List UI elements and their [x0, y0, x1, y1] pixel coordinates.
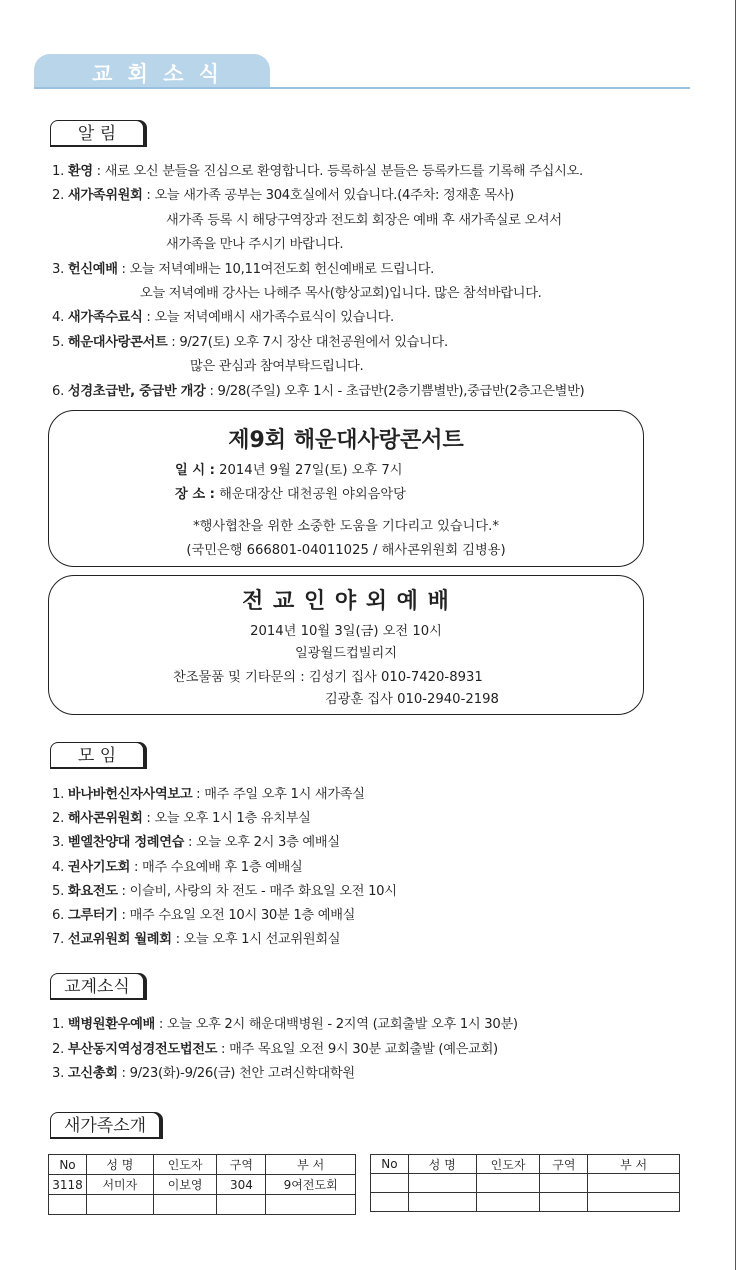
item-heading: 새가족수료식: [67, 310, 143, 326]
item-text: 많은 관심과 참여부탁드립니다.: [190, 359, 364, 375]
item-number: 6.: [52, 908, 68, 923]
item-heading: 헌신예배: [67, 261, 118, 277]
item-heading: 벧엘찬양대 정례연습: [67, 835, 185, 851]
concert-place: [175, 483, 406, 502]
item-text: : 오늘 오후 1시 1층 유치부실: [142, 811, 311, 827]
outdoor-place: 일광월드컵빌리지: [295, 646, 397, 661]
item-heading: 권사기도회: [67, 859, 131, 875]
item-number: 3.: [52, 835, 68, 851]
table-row: [49, 1175, 356, 1195]
table-cell: [408, 1174, 476, 1193]
item-heading: 그루터기: [67, 908, 118, 923]
list-item: [190, 355, 363, 374]
table-cell: [86, 1195, 153, 1215]
list-item: [52, 1038, 498, 1057]
list-item: [52, 856, 303, 875]
item-number: 5.: [52, 334, 68, 350]
table-cell: 서미자: [86, 1175, 153, 1195]
table-cell: [540, 1174, 588, 1193]
list-item: [52, 831, 340, 850]
table-cell: [540, 1193, 588, 1212]
item-text: : 이슬비, 사랑의 차 전도 - 매주 화요일 오전 10시: [117, 883, 397, 899]
item-text: : 오늘 새가족 공부는 304호실에서 있습니다.(4주차: 정재훈 목사): [142, 188, 514, 204]
newfamily-table-left: [48, 1154, 356, 1215]
item-text: : 오늘 오후 2시 3층 예배실: [184, 835, 340, 851]
item-text: : 9/23(화)-9/26(금) 천안 고려신학대학원: [117, 1066, 355, 1081]
item-heading: 해운대사랑콘서트: [67, 334, 168, 350]
table-cell: [371, 1174, 409, 1193]
item-number: 1.: [52, 164, 68, 179]
list-item: [52, 1013, 518, 1032]
column-header: 부 서: [266, 1155, 356, 1175]
item-text: : 매주 목요일 오전 9시 30분 교회출발 (예은교회): [217, 1041, 498, 1057]
column-header: 구역: [217, 1155, 266, 1175]
list-item: [52, 880, 397, 899]
section-title-underline: [50, 767, 145, 769]
list-item: [52, 331, 448, 350]
column-header: 인도자: [476, 1155, 540, 1174]
concert-date-label: 일 시 :: [175, 463, 215, 478]
item-number: 3.: [52, 1066, 68, 1081]
item-number: 2.: [52, 811, 68, 827]
column-header: No: [49, 1155, 87, 1175]
list-item: [52, 1062, 355, 1081]
item-number: 2.: [52, 1041, 68, 1057]
outdoor-contact-2: 김광훈 집사 010-2940-2198: [325, 692, 499, 707]
column-header: 구역: [540, 1155, 588, 1174]
item-text: 새가족을 만나 주시기 바랍니다.: [166, 237, 344, 253]
item-text: 새가족 등록 시 해당구역장과 전도회 회장은 예배 후 새가족실로 오셔서: [166, 212, 562, 228]
section-title-meetings: 모 임: [50, 742, 144, 769]
list-item: [166, 209, 562, 228]
item-number: 4.: [52, 859, 68, 875]
item-heading: 화요전도: [67, 883, 118, 899]
concert-place-label: 장 소 :: [175, 487, 215, 502]
item-number: 6.: [52, 383, 68, 399]
item-heading: 환영: [67, 164, 93, 179]
item-text: : 9/27(토) 오후 7시 장산 대천공원에서 있습니다.: [167, 334, 448, 350]
outdoor-date: 2014년 10월 3일(금) 오전 10시: [250, 624, 442, 639]
item-number: 2.: [52, 188, 68, 204]
table-cell: [217, 1195, 266, 1215]
column-header: 성 명: [86, 1155, 153, 1175]
item-text: : 9/28(주일) 오후 1시 - 초급반(2층기쁨별반),중급반(2층고은별반): [205, 383, 585, 399]
item-text: : 새로 오신 분들을 진심으로 환영합니다. 등록하실 분들은 등록카드를 기록해 주십시오.: [92, 164, 583, 179]
outdoor-worship-box: [48, 575, 644, 715]
table-row: [371, 1174, 680, 1193]
header-divider: [34, 87, 690, 89]
item-heading: 해사콘위원회: [67, 811, 143, 827]
item-text: : 매주 수요일 오전 10시 30분 1층 예배실: [117, 908, 356, 923]
item-heading: 새가족위원회: [67, 188, 143, 204]
page-title: 교 회 소 식: [92, 62, 224, 86]
concert-date: [175, 459, 402, 478]
item-text: 오늘 저녁예배 강사는 나해주 목사(향상교회)입니다. 많은 참석바랍니다.: [140, 286, 542, 301]
list-item: [140, 282, 542, 301]
item-heading: 고신총회: [67, 1066, 118, 1081]
table-cell: [371, 1193, 409, 1212]
item-text: : 오늘 오후 1시 선교위원회실: [171, 932, 341, 948]
table-cell: [588, 1193, 680, 1212]
table-row: [49, 1195, 356, 1215]
item-heading: 부산동지역성경전도법전도: [67, 1041, 218, 1057]
list-item: [166, 233, 343, 252]
item-number: 5.: [52, 883, 68, 899]
concert-note: *행사협찬을 위한 소중한 도움을 기다리고 있습니다.*: [193, 519, 499, 534]
list-item: [52, 184, 514, 203]
item-heading: 성경초급반, 중급반 개강: [67, 383, 206, 399]
list-item: [52, 160, 583, 179]
table-cell: [476, 1174, 540, 1193]
item-number: 1.: [52, 1017, 68, 1032]
column-header: 성 명: [408, 1155, 476, 1174]
item-number: 7.: [52, 932, 68, 948]
concert-account: (국민은행 666801-04011025 / 해사콘위원회 김병용): [186, 543, 506, 558]
table-cell: [476, 1193, 540, 1212]
item-heading: 바나바헌신자사역보고: [67, 787, 193, 802]
item-heading: 선교위원회 월례회: [67, 932, 172, 948]
item-text: : 오늘 저녁예배는 10,11여전도회 헌신예배로 드립니다.: [117, 261, 435, 277]
column-header: No: [371, 1155, 409, 1174]
column-header: 부 서: [588, 1155, 680, 1174]
page-edge-line: [735, 0, 736, 1270]
list-item: [52, 783, 365, 802]
list-item: [52, 807, 311, 826]
table-cell: [49, 1195, 87, 1215]
section-title-underline: [50, 998, 145, 1000]
outdoor-contact-1: 찬조물품 및 기타문의 : 김성기 집사 010-7420-8931: [173, 670, 483, 685]
section-title-underline: [50, 145, 145, 147]
section-title-underline: [50, 1137, 161, 1139]
concert-place-value: 해운대장산 대천공원 야외음악당: [214, 487, 406, 502]
section-title-fellowship: 교계소식: [50, 973, 144, 1000]
table-cell: [266, 1195, 356, 1215]
column-header: 인도자: [153, 1155, 217, 1175]
table-cell: 3118: [49, 1175, 87, 1195]
table-cell: [588, 1174, 680, 1193]
item-text: : 오늘 오후 2시 해운대백병원 - 2지역 (교회출발 오후 1시 30분): [154, 1017, 518, 1032]
list-item: [52, 904, 355, 923]
list-item: [52, 380, 584, 399]
list-item: [52, 306, 394, 325]
item-text: : 오늘 저녁예배시 새가족수료식이 있습니다.: [142, 310, 394, 326]
item-text: : 매주 주일 오후 1시 새가족실: [192, 787, 365, 802]
table-cell: [408, 1193, 476, 1212]
table-row: [371, 1193, 680, 1212]
concert-title: 제9회 해운대사랑콘서트: [228, 428, 464, 453]
table-cell: 304: [217, 1175, 266, 1195]
item-number: 3.: [52, 261, 68, 277]
table-cell: 9여전도회: [266, 1175, 356, 1195]
concert-box: [48, 410, 644, 567]
item-number: 4.: [52, 310, 68, 326]
table-cell: [153, 1195, 217, 1215]
section-title-newfamily: 새가족소개: [50, 1112, 160, 1139]
table-cell: 이보영: [153, 1175, 217, 1195]
list-item: [52, 258, 434, 277]
list-item: [52, 928, 340, 947]
item-text: : 매주 수요예배 후 1층 예배실: [130, 859, 303, 875]
outdoor-title: 전 교 인 야 외 예 배: [242, 589, 450, 614]
item-number: 1.: [52, 787, 68, 802]
item-heading: 백병원환우예배: [67, 1017, 155, 1032]
newfamily-table-right: [370, 1154, 680, 1212]
concert-date-value: 2014년 9월 27일(토) 오후 7시: [214, 463, 403, 478]
section-title-notices: 알 림: [50, 120, 144, 147]
